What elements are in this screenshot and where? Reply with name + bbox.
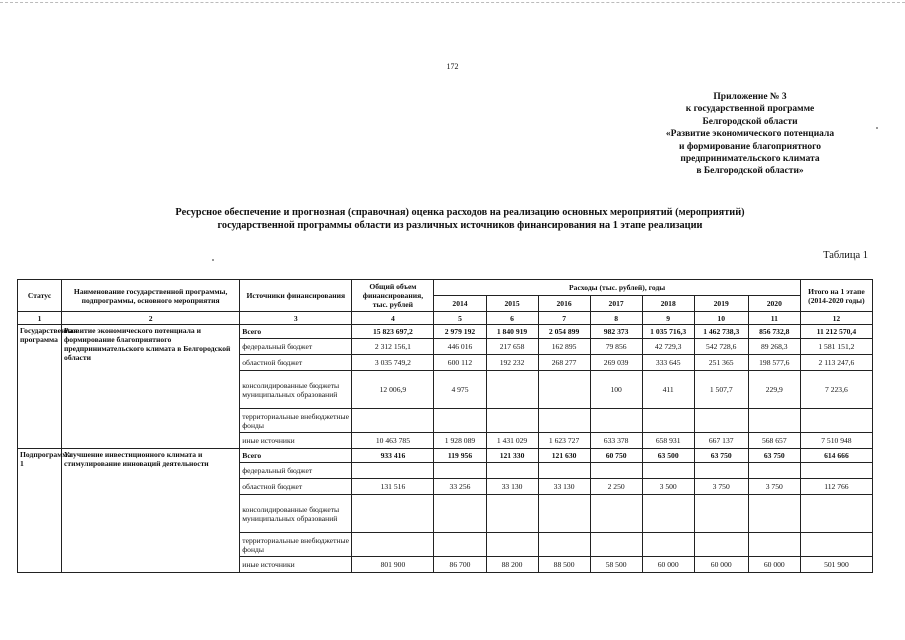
column-number: 7 <box>538 312 590 325</box>
year-value-cell: 198 577,6 <box>748 355 800 371</box>
year-value-cell: 1 840 919 <box>486 325 538 339</box>
year-value-cell: 658 931 <box>642 433 694 449</box>
year-value-cell: 100 <box>590 371 642 409</box>
header-status: Статус <box>18 280 62 312</box>
year-value-cell: 856 732,8 <box>748 325 800 339</box>
year-value-cell <box>748 533 800 557</box>
header-total: Общий объем финансирования, тыс. рублей <box>352 280 434 312</box>
year-value-cell <box>434 495 486 533</box>
year-value-cell <box>486 409 538 433</box>
page-number: 172 <box>446 62 459 71</box>
appendix-block <box>600 91 900 178</box>
year-value-cell: 1 928 089 <box>434 433 486 449</box>
year-value-cell: 60 000 <box>748 557 800 573</box>
table-row <box>18 449 873 463</box>
appendix-line: предпринимательского климата <box>680 154 820 165</box>
year-value-cell: 446 016 <box>434 339 486 355</box>
year-value-cell: 568 657 <box>748 433 800 449</box>
scan-speck <box>212 259 214 261</box>
title-line: Ресурсное обеспечение и прогнозная (справочная) оценка расходов на реализацию основных мероприятий (мероприятий) <box>175 207 745 218</box>
year-value-cell <box>642 463 694 479</box>
appendix-line: к государственной программе <box>685 104 815 115</box>
total-cell <box>352 463 434 479</box>
table-body <box>18 325 873 573</box>
year-value-cell <box>694 463 748 479</box>
year-value-cell: 3 750 <box>694 479 748 495</box>
year-value-cell: 3 500 <box>642 479 694 495</box>
year-value-cell: 229,9 <box>748 371 800 409</box>
final-total-cell: 1 581 151,2 <box>800 339 872 355</box>
header-year: 2014 <box>434 296 486 312</box>
year-value-cell <box>748 409 800 433</box>
scan-top-edge <box>0 0 905 3</box>
year-value-cell: 58 500 <box>590 557 642 573</box>
source-cell: областной бюджет <box>240 355 352 371</box>
year-value-cell: 79 856 <box>590 339 642 355</box>
header-sources: Источники финансирования <box>240 280 352 312</box>
final-total-cell <box>800 495 872 533</box>
year-value-cell <box>434 533 486 557</box>
header-year: 2017 <box>590 296 642 312</box>
final-total-cell <box>800 409 872 433</box>
final-total-cell: 7 510 948 <box>800 433 872 449</box>
year-value-cell: 1 507,7 <box>694 371 748 409</box>
source-cell: Всего <box>240 449 352 463</box>
year-value-cell <box>486 495 538 533</box>
status-cell: Государственная программа <box>18 325 62 449</box>
year-value-cell: 542 728,6 <box>694 339 748 355</box>
year-value-cell <box>694 409 748 433</box>
total-cell: 131 516 <box>352 479 434 495</box>
table-row <box>18 325 873 339</box>
column-number: 3 <box>240 312 352 325</box>
year-value-cell: 33 256 <box>434 479 486 495</box>
year-value-cell <box>694 533 748 557</box>
year-value-cell: 192 232 <box>486 355 538 371</box>
year-value-cell: 63 500 <box>642 449 694 463</box>
year-value-cell <box>538 533 590 557</box>
year-value-cell: 2 979 192 <box>434 325 486 339</box>
source-cell: консолидированные бюджеты муниципальных образований <box>240 495 352 533</box>
source-cell: территориальные внебюджетные фонды <box>240 409 352 433</box>
header-year: 2019 <box>694 296 748 312</box>
final-total-cell <box>800 533 872 557</box>
year-value-cell: 2 054 899 <box>538 325 590 339</box>
year-value-cell: 33 130 <box>538 479 590 495</box>
year-value-cell <box>590 409 642 433</box>
final-total-cell: 614 666 <box>800 449 872 463</box>
final-total-cell: 112 766 <box>800 479 872 495</box>
year-value-cell <box>642 495 694 533</box>
total-cell <box>352 409 434 433</box>
year-value-cell: 162 895 <box>538 339 590 355</box>
year-value-cell: 1 035 716,3 <box>642 325 694 339</box>
program-name-cell: Улучшение инвестиционного климата и стимулирование инноваций деятельности <box>62 449 240 573</box>
year-value-cell <box>694 495 748 533</box>
status-cell: Подпрограмма 1 <box>18 449 62 573</box>
source-cell: консолидированные бюджеты муниципальных образований <box>240 371 352 409</box>
year-value-cell: 1 623 727 <box>538 433 590 449</box>
header-final: Итого на 1 этапе (2014-2020 годы) <box>800 280 872 312</box>
year-value-cell <box>486 533 538 557</box>
total-cell <box>352 533 434 557</box>
year-value-cell: 33 130 <box>486 479 538 495</box>
year-value-cell <box>434 409 486 433</box>
source-cell: иные источники <box>240 557 352 573</box>
year-value-cell <box>590 533 642 557</box>
column-number: 4 <box>352 312 434 325</box>
year-value-cell: 982 373 <box>590 325 642 339</box>
title-line: государственной программы области из различных источников финансирования на 1 этапе реализации <box>217 220 703 231</box>
source-cell: территориальные внебюджетные фонды <box>240 533 352 557</box>
source-cell: иные источники <box>240 433 352 449</box>
year-value-cell <box>748 463 800 479</box>
year-value-cell <box>538 463 590 479</box>
year-value-cell <box>538 409 590 433</box>
year-value-cell: 121 330 <box>486 449 538 463</box>
final-total-cell: 7 223,6 <box>800 371 872 409</box>
program-name-cell: Развитие экономического потенциала и формирование благоприятного предпринимательского климата в Белгородской области <box>62 325 240 449</box>
year-value-cell <box>748 495 800 533</box>
year-value-cell: 63 750 <box>694 449 748 463</box>
year-value-cell: 89 268,3 <box>748 339 800 355</box>
header-year: 2018 <box>642 296 694 312</box>
column-number: 6 <box>486 312 538 325</box>
year-value-cell: 60 750 <box>590 449 642 463</box>
appendix-line: в Белгородской области» <box>696 166 804 177</box>
total-cell: 3 035 749,2 <box>352 355 434 371</box>
year-value-cell: 269 039 <box>590 355 642 371</box>
final-total-cell: 11 212 570,4 <box>800 325 872 339</box>
year-value-cell: 88 500 <box>538 557 590 573</box>
year-value-cell: 42 729,3 <box>642 339 694 355</box>
year-value-cell: 268 277 <box>538 355 590 371</box>
year-value-cell: 667 137 <box>694 433 748 449</box>
final-total-cell <box>800 463 872 479</box>
source-cell: областной бюджет <box>240 479 352 495</box>
resource-table <box>17 279 873 573</box>
year-value-cell: 633 378 <box>590 433 642 449</box>
year-value-cell: 60 000 <box>642 557 694 573</box>
total-cell: 933 416 <box>352 449 434 463</box>
year-value-cell: 1 431 029 <box>486 433 538 449</box>
column-number: 1 <box>18 312 62 325</box>
header-year: 2020 <box>748 296 800 312</box>
year-value-cell: 251 365 <box>694 355 748 371</box>
year-value-cell <box>486 463 538 479</box>
year-value-cell: 2 250 <box>590 479 642 495</box>
column-number: 12 <box>800 312 872 325</box>
year-value-cell <box>642 533 694 557</box>
total-cell <box>352 495 434 533</box>
total-cell: 12 006,9 <box>352 371 434 409</box>
year-value-cell: 121 630 <box>538 449 590 463</box>
appendix-line: Приложение № 3 <box>713 92 787 102</box>
year-value-cell: 119 956 <box>434 449 486 463</box>
year-value-cell <box>538 371 590 409</box>
header-year: 2016 <box>538 296 590 312</box>
appendix-line: Белгородской области <box>702 116 798 127</box>
total-cell: 2 312 156,1 <box>352 339 434 355</box>
header-name: Наименование государственной программы, подпрограммы, основного мероприятия <box>62 280 240 312</box>
column-number: 11 <box>748 312 800 325</box>
source-cell: федеральный бюджет <box>240 463 352 479</box>
year-value-cell: 411 <box>642 371 694 409</box>
year-value-cell <box>590 463 642 479</box>
year-value-cell: 3 750 <box>748 479 800 495</box>
document-title <box>90 206 830 232</box>
year-value-cell: 86 700 <box>434 557 486 573</box>
year-value-cell <box>486 371 538 409</box>
column-number: 9 <box>642 312 694 325</box>
year-value-cell: 63 750 <box>748 449 800 463</box>
year-value-cell <box>434 463 486 479</box>
appendix-line: «Развитие экономического потенциала <box>665 129 835 140</box>
final-total-cell: 501 900 <box>800 557 872 573</box>
year-value-cell <box>642 409 694 433</box>
column-number: 5 <box>434 312 486 325</box>
year-value-cell: 1 462 738,3 <box>694 325 748 339</box>
table-label: Таблица 1 <box>823 250 868 261</box>
year-value-cell: 600 112 <box>434 355 486 371</box>
year-value-cell: 88 200 <box>486 557 538 573</box>
header-year: 2015 <box>486 296 538 312</box>
year-value-cell <box>538 495 590 533</box>
column-number: 2 <box>62 312 240 325</box>
year-value-cell: 333 645 <box>642 355 694 371</box>
source-cell: федеральный бюджет <box>240 339 352 355</box>
year-value-cell: 217 658 <box>486 339 538 355</box>
column-number: 8 <box>590 312 642 325</box>
total-cell: 15 823 697,2 <box>352 325 434 339</box>
year-value-cell <box>590 495 642 533</box>
appendix-line: и формирование благоприятного <box>679 141 821 152</box>
final-total-cell: 2 113 247,6 <box>800 355 872 371</box>
year-value-cell: 4 975 <box>434 371 486 409</box>
total-cell: 801 900 <box>352 557 434 573</box>
total-cell: 10 463 785 <box>352 433 434 449</box>
header-expenses: Расходы (тыс. рублей), годы <box>434 280 800 296</box>
source-cell: Всего <box>240 325 352 339</box>
year-value-cell: 60 000 <box>694 557 748 573</box>
column-number: 10 <box>694 312 748 325</box>
